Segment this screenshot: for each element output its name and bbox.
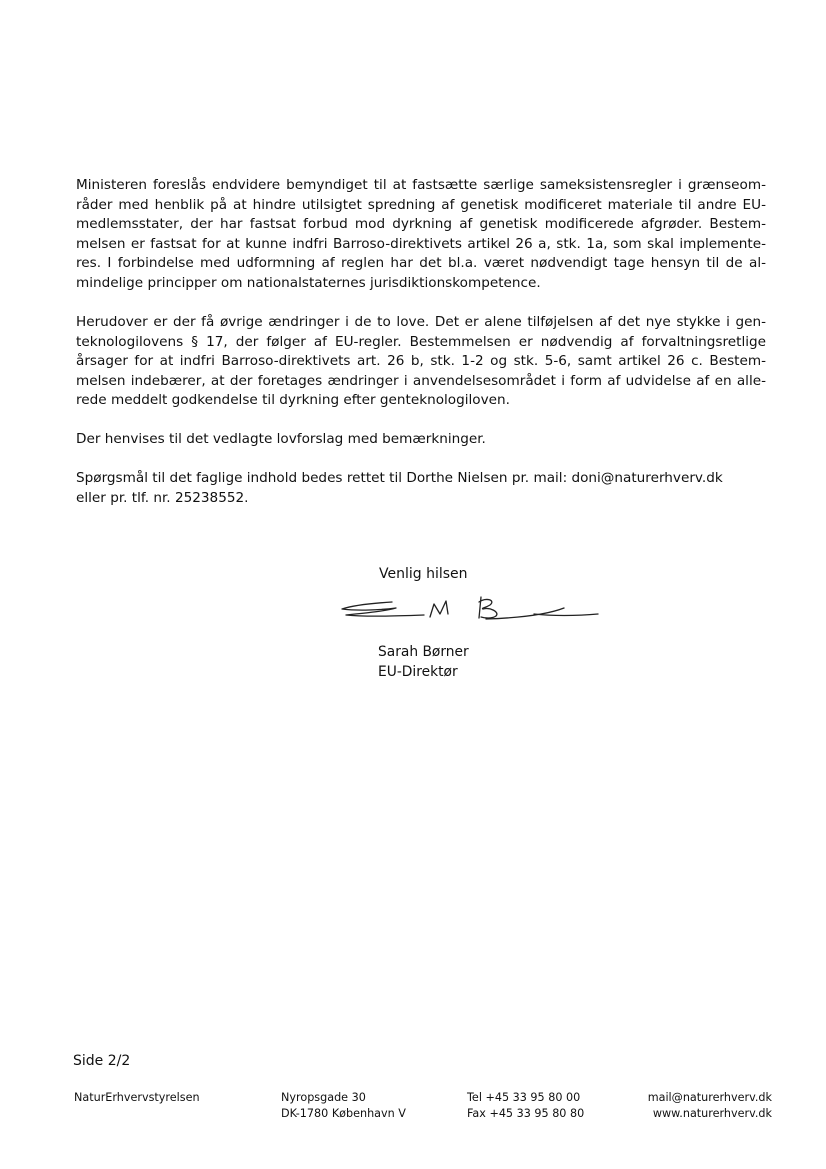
paragraph-coexistence-rules	[76, 176, 766, 294]
text-line: Der henvises til det vedlagte lovforslag med bemærkninger.	[76, 431, 486, 448]
handwritten-signature	[336, 592, 601, 632]
signer-block	[378, 642, 469, 682]
footer-fax: Fax +45 33 95 80 80	[467, 1107, 585, 1120]
signer-title: EU-Direktør	[378, 664, 458, 680]
text-line: Spørgsmål til det faglige indhold bedes rettet til Dorthe Nielsen pr. mail: doni@naturerhverv.dk	[76, 470, 723, 487]
paragraph-contact	[76, 469, 766, 508]
footer-address-city: DK-1780 København V	[281, 1107, 406, 1120]
paragraph-reference	[76, 430, 766, 450]
text-line: res. I forbindelse med udformning af reglen har det bl.a. været nødvendigt tage hensyn til de al-	[76, 255, 766, 272]
text-line: melsen indebærer, at der foretages ændringer i anvendelsesområdet i form af udvidelse af en alle-	[76, 372, 766, 389]
footer-address-street: Nyropsgade 30	[281, 1091, 366, 1104]
text-line: årsager for at indfri Barroso-direktivets art. 26 b, stk. 1-2 og stk. 5-6, samt artikel 26 c. Bestem-	[76, 353, 766, 370]
text-line: Ministeren foreslås endvidere bemyndiget til at fastsætte særlige sameksistensregler i grænseom-	[76, 177, 766, 193]
footer-phone	[467, 1090, 584, 1122]
footer-contact	[648, 1090, 772, 1122]
letter-body	[76, 176, 766, 528]
text-line: eller pr. tlf. nr. 25238552.	[76, 489, 249, 506]
text-line: melsen er fastsat for at kunne indfri Barroso-direktivets artikel 26 a, stk. 1a, som skal implemente-	[76, 235, 766, 252]
footer-email-link[interactable]: mail@naturerhverv.dk	[647, 1091, 772, 1104]
footer-tel: Tel +45 33 95 80 00	[467, 1091, 581, 1104]
closing-greeting: Venlig hilsen	[379, 566, 468, 582]
footer-website-link[interactable]: www.naturerhverv.dk	[652, 1107, 772, 1120]
text-line: medlemsstater, der har fastsat forbud mod dyrkning af genetisk modificerede afgrøder. Bestem-	[76, 216, 766, 233]
signer-name: Sarah Børner	[378, 644, 469, 660]
footer-organization: NaturErhvervstyrelsen	[74, 1091, 200, 1104]
page-number: Side 2/2	[73, 1053, 131, 1069]
footer-address	[281, 1090, 406, 1122]
text-line: teknologilovens § 17, der følger af EU-regler. Bestemmelsen er nødvendig af forvaltningsretlige	[76, 333, 766, 350]
text-line: Herudover er der få øvrige ændringer i de to love. Det er alene tilføjelsen af det nye stykke i gen-	[76, 313, 766, 330]
paragraph-other-changes	[76, 313, 766, 411]
text-line: mindelige principper om nationalstaternes jurisdiktionskompetence.	[76, 274, 541, 291]
text-line: råder med henblik på at hindre utilsigtet spredning af genetisk modificeret materiale til andre EU-	[76, 196, 766, 213]
text-line: rede meddelt godkendelse til dyrkning efter genteknologiloven.	[76, 392, 510, 409]
